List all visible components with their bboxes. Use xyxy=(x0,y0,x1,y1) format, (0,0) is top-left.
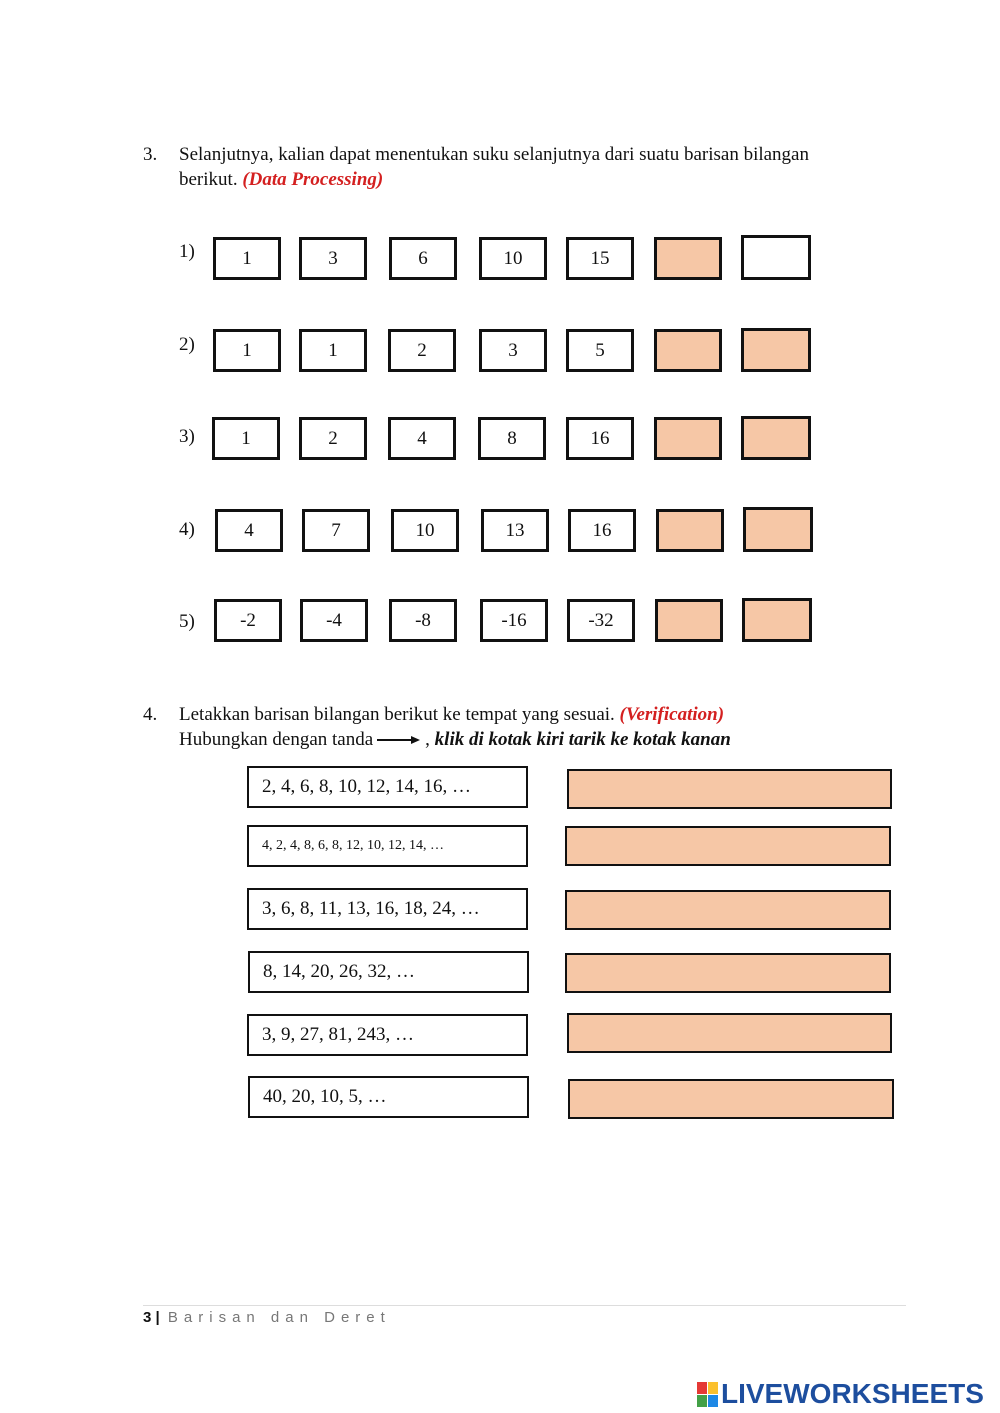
question-3-text-line1: Selanjutnya, kalian dapat menentukan suku selanjutnya dari suatu barisan bilangan xyxy=(179,144,809,165)
row-3-term-3: 4 xyxy=(388,417,456,460)
row-1-label: 1) xyxy=(179,241,195,262)
row-1-term-4: 10 xyxy=(479,237,547,280)
row-1-term-5: 15 xyxy=(566,237,634,280)
row-4-term-4: 13 xyxy=(481,509,549,552)
row-4-answer-2[interactable] xyxy=(743,507,813,552)
question-4-text-line1 xyxy=(179,702,863,727)
row-5-term-3: -8 xyxy=(389,599,457,642)
footer-divider xyxy=(143,1305,906,1306)
target-box-5[interactable] xyxy=(567,1013,892,1053)
row-3-term-5: 16 xyxy=(566,417,634,460)
row-3-answer-1[interactable] xyxy=(654,417,722,460)
row-4-label: 4) xyxy=(179,519,195,540)
sequence-5[interactable]: 3, 9, 27, 81, 243, … xyxy=(247,1014,528,1056)
row-1-term-1: 1 xyxy=(213,237,281,280)
row-4-term-5: 16 xyxy=(568,509,636,552)
row-3-term-2: 2 xyxy=(299,417,367,460)
sequence-4[interactable]: 8, 14, 20, 26, 32, … xyxy=(248,951,529,993)
row-1-answer-1[interactable] xyxy=(654,237,722,280)
question-4 xyxy=(143,702,863,752)
row-1-term-3: 6 xyxy=(389,237,457,280)
target-box-3[interactable] xyxy=(565,890,891,930)
question-4-comma: , xyxy=(425,729,430,750)
row-2-term-2: 1 xyxy=(299,329,367,372)
footer-title: Barisan dan Deret xyxy=(167,1309,391,1326)
question-4-number: 4. xyxy=(143,704,158,725)
sequence-6[interactable]: 40, 20, 10, 5, … xyxy=(248,1076,529,1118)
row-5-term-2: -4 xyxy=(300,599,368,642)
row-1-term-2: 3 xyxy=(299,237,367,280)
question-4-text-line1-start: Letakkan barisan bilangan berikut ke tempat yang sesuai. xyxy=(179,704,615,725)
row-5-label: 5) xyxy=(179,611,195,632)
footer xyxy=(143,1309,391,1326)
sequence-1[interactable]: 2, 4, 6, 8, 10, 12, 14, 16, … xyxy=(247,766,528,808)
brand-text: LIVEWORKSHEETS xyxy=(721,1378,984,1409)
row-3-term-4: 8 xyxy=(478,417,546,460)
row-5-term-5: -32 xyxy=(567,599,635,642)
liveworksheets-logo xyxy=(697,1378,984,1410)
question-3-number: 3. xyxy=(143,144,158,165)
right-arrow-icon xyxy=(377,735,421,745)
sequence-2[interactable]: 4, 2, 4, 8, 6, 8, 12, 10, 12, 14, … xyxy=(247,825,528,867)
question-3-text-line2-start: berikut. xyxy=(179,169,238,190)
row-3-label: 3) xyxy=(179,426,195,447)
row-4-term-3: 10 xyxy=(391,509,459,552)
row-4-term-1: 4 xyxy=(215,509,283,552)
question-4-tag: (Verification) xyxy=(619,704,725,725)
question-4-text-line2-start: Hubungkan dengan tanda xyxy=(179,729,374,750)
row-5-answer-1[interactable] xyxy=(655,599,723,642)
sequence-3[interactable]: 3, 6, 8, 11, 13, 16, 18, 24, … xyxy=(247,888,528,930)
row-5-answer-2[interactable] xyxy=(742,598,812,642)
row-4-answer-1[interactable] xyxy=(656,509,724,552)
question-3-text-line2 xyxy=(179,167,883,192)
row-2-term-1: 1 xyxy=(213,329,281,372)
row-3-answer-2[interactable] xyxy=(741,416,811,460)
row-2-answer-1[interactable] xyxy=(654,329,722,372)
row-2-answer-2[interactable] xyxy=(741,328,811,372)
liveworksheets-logo-icon xyxy=(697,1382,718,1407)
target-box-6[interactable] xyxy=(568,1079,894,1119)
row-2-term-4: 3 xyxy=(479,329,547,372)
target-box-1[interactable] xyxy=(567,769,892,809)
row-2-term-5: 5 xyxy=(566,329,634,372)
row-3-term-1: 1 xyxy=(212,417,280,460)
page-number: 3 | xyxy=(143,1309,160,1326)
row-4-term-2: 7 xyxy=(302,509,370,552)
target-box-4[interactable] xyxy=(565,953,891,993)
question-3-tag: (Data Processing) xyxy=(242,169,384,190)
row-1-answer-2[interactable] xyxy=(741,235,811,280)
target-box-2[interactable] xyxy=(565,826,891,866)
row-2-term-3: 2 xyxy=(388,329,456,372)
question-4-instruction: klik di kotak kiri tarik ke kotak kanan xyxy=(434,729,731,750)
row-2-label: 2) xyxy=(179,334,195,355)
question-3 xyxy=(143,142,883,192)
row-5-term-4: -16 xyxy=(480,599,548,642)
row-5-term-1: -2 xyxy=(214,599,282,642)
question-4-text-line2 xyxy=(179,727,863,752)
